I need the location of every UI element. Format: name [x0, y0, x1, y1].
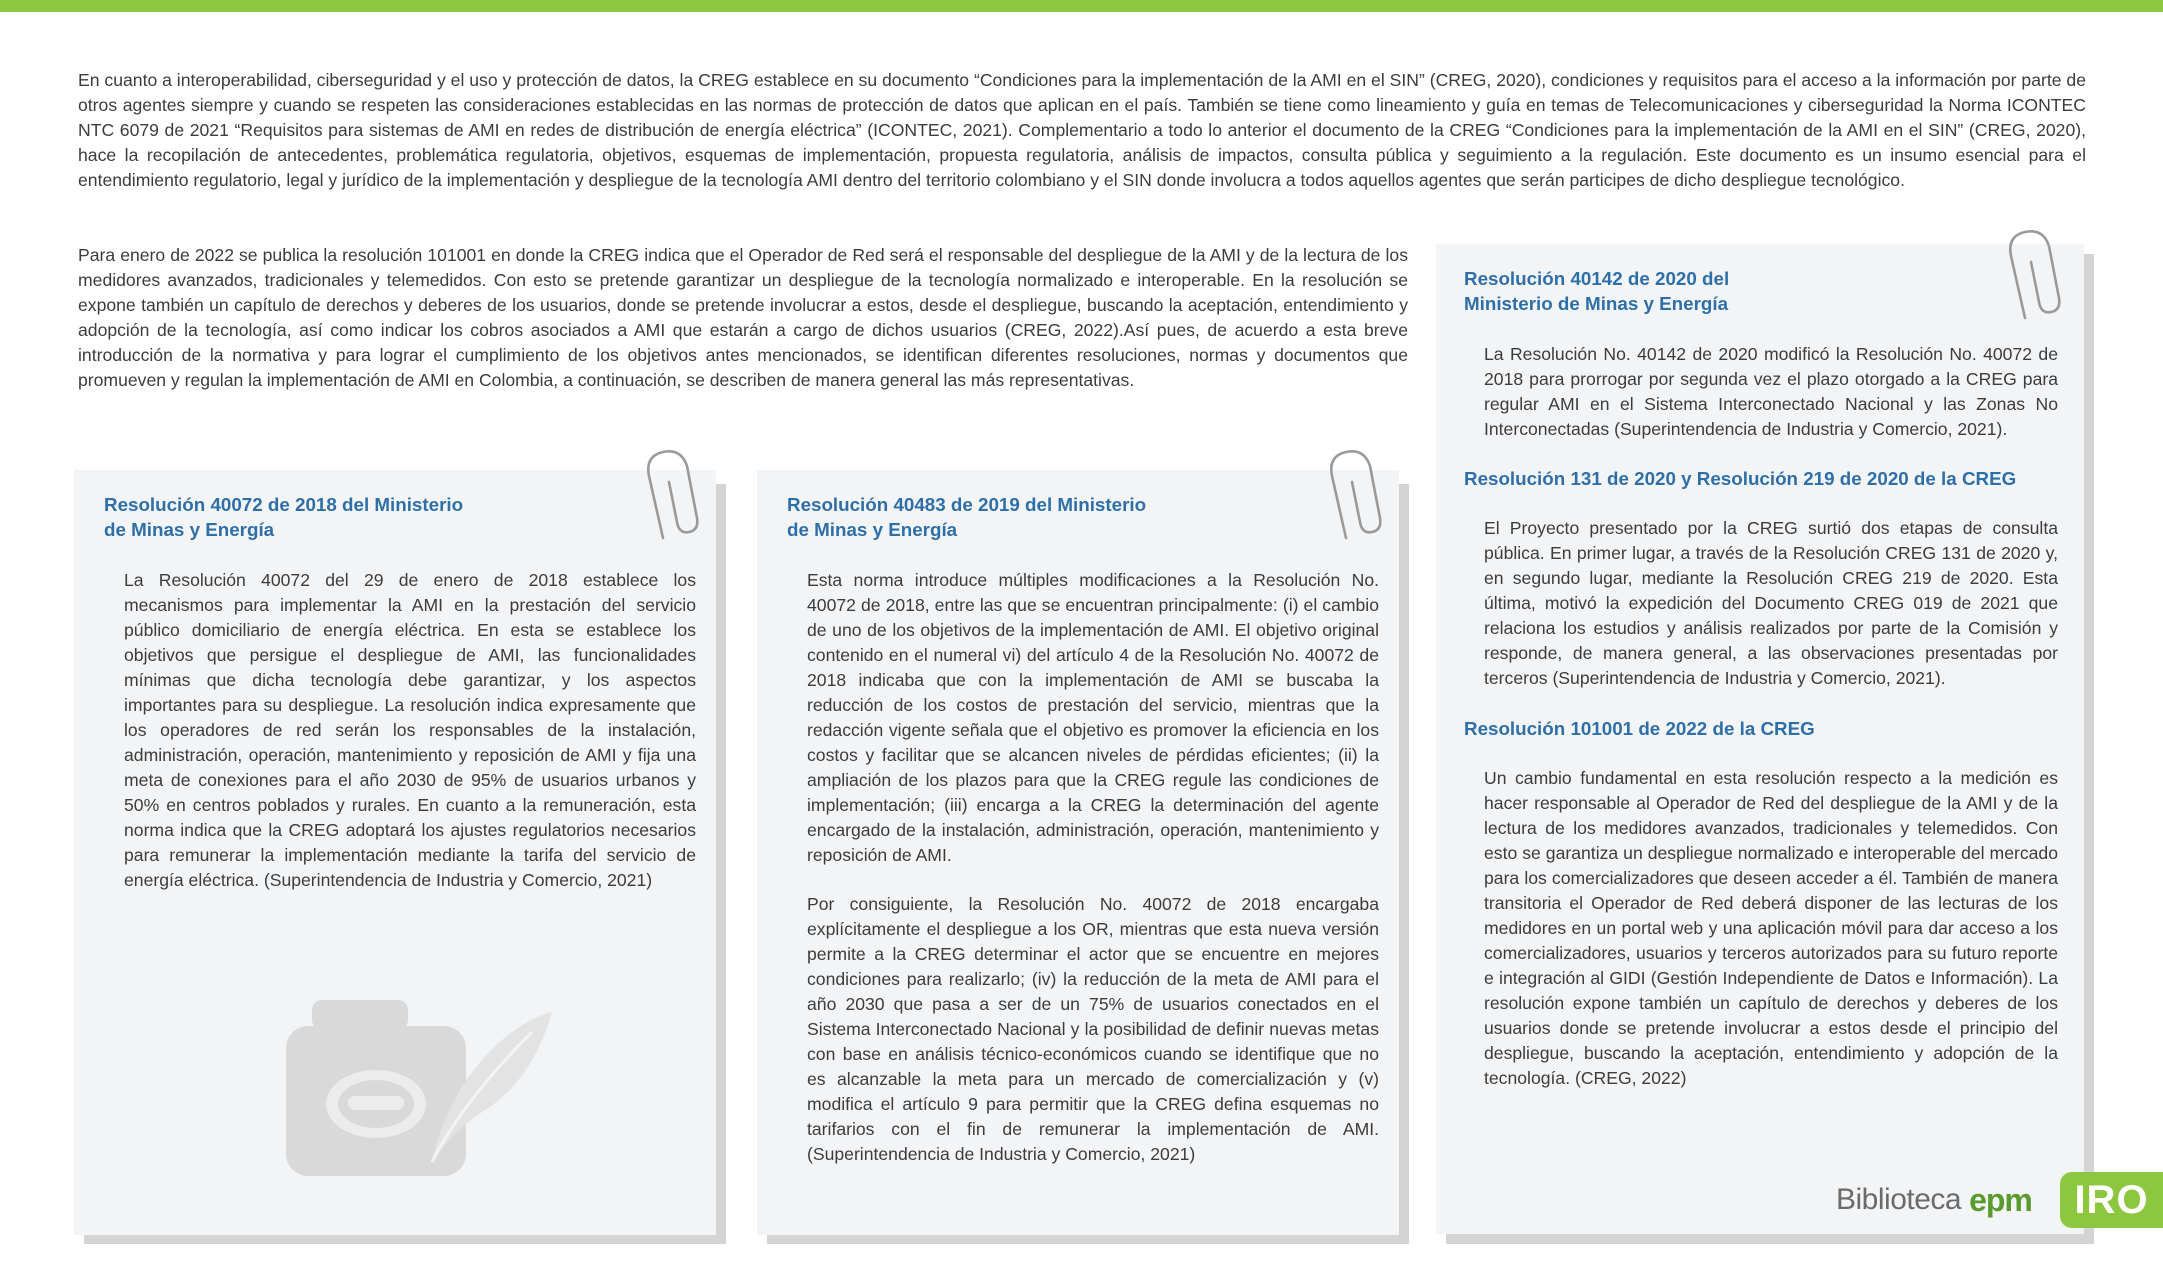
- paperclip-icon: [1326, 446, 1386, 546]
- card-title-line: Resolución 40142 de 2020 del: [1464, 268, 1730, 289]
- card-body: Un cambio fundamental en esta resolución respecto a la medición es hacer responsable al Operador de Red del despliegue de la AMI y de la lectura de los medidores avanzados, tradicionales y telemedidos. Con esto se garantiza un despliegue normalizado e interoperable del mercado para los comercializadores que deseen acceder a él. También de manera transitoria el Operador de Red deberá disponer de las lecturas de los medidores en un portal web y una aplicación móvil para dar acceso a los comercializadores, usuarios y terceros autorizados para su futuro reporte e integración al GIDI (Gestión Independiente de Datos e Información). La resolución expone también un capítulo de derechos y deberes de los usuarios donde se pretende involucrar a estos desde el principio del despliegue, buscando la aceptación, entendimiento y adopción de la tecnología. (CREG, 2022): [1484, 768, 2058, 1088]
- paperclip-icon: [643, 446, 703, 546]
- biblioteca-epm-logo: [1836, 1170, 2032, 1230]
- inkwell-quill-icon: [282, 992, 562, 1182]
- card-title: Resolución 101001 de 2022 de la CREG: [1464, 718, 1815, 739]
- card-title: [787, 492, 1207, 542]
- card-title: [1464, 266, 1884, 316]
- iro-badge: [2060, 1172, 2163, 1228]
- intro-paragraph-2: Para enero de 2022 se publica la resolución 101001 en donde la CREG indica que el Operador de Red será el responsable del despliegue de la AMI y de la lectura de los medidores avanzados, tradicionales y telemedidos. Con esto se pretende garantizar un despliegue de la tecnología normalizado e interoperable. En la resolución se expone también un capítulo de derechos y deberes de los usuarios, donde se pretende involucrar a estos, desde el despliegue, buscando la aceptación, entendimiento y adopción de la tecnología, así como indicar los cobros asociados a AMI que estarán a cargo de dichos usuarios (CREG, 2022).Así pues, de acuerdo a esta breve introducción de la normativa y para lograr el cumplimiento de los objetivos antes mencionados, se identifican diferentes resoluciones, normas y documentos que promueven y regulan la implementación de AMI en Colombia, a continuación, se describen de manera general las más representativas.: [78, 245, 1408, 390]
- logo-library-text: Biblioteca: [1836, 1183, 1962, 1216]
- logo-epm-text: epm: [1969, 1181, 2032, 1218]
- card-title-line: Ministerio de Minas y Energía: [1464, 293, 1729, 314]
- iro-badge-text: IRO: [2074, 1177, 2149, 1222]
- card-body: La Resolución 40072 del 29 de enero de 2018 establece los mecanismos para implementar la AMI en la prestación del servicio público domiciliario de energía eléctrica. En esta se establece los objetivos que persigue el despliegue de AMI, las funcionalidades mínimas que dicha tecnología debe garantizar, y los aspectos importantes para su despliegue. La resolución indica expresamente que los operadores de red serán los responsables de la instalación, administración, operación, mantenimiento y reposición de AMI y fija una meta de conexiones para el año 2030 de 95% de usuarios urbanos y 50% en centros poblados y rurales. En cuanto a la remuneración, esta norma indica que la CREG adoptará los ajustes regulatorios necesarios para remunerar la implementación mediante la tarifa del servicio de energía eléctrica. (Superintendencia de Industria y Comercio, 2021): [124, 570, 696, 890]
- card-title-line: de Minas y Energía: [787, 519, 958, 540]
- card-title-line: Resolución 40483 de 2019 del Ministerio: [787, 494, 1147, 515]
- top-accent-bar: [0, 0, 2163, 12]
- card-body: El Proyecto presentado por la CREG surtió dos etapas de consulta pública. En primer lugar, a través de la Resolución CREG 131 de 2020 y, en segundo lugar, mediante la Resolución CREG 219 de 2020. Esta última, motivó la expedición del Documento CREG 019 de 2021 que relaciona los estudios y análisis realizados por parte de la Comisión y responde, de manera general, a las observaciones presentadas por terceros (Superintendencia de Industria y Comercio, 2021).: [1484, 518, 2058, 688]
- card-body: Esta norma introduce múltiples modificaciones a la Resolución No. 40072 de 2018, entre las que se encuentran principalmente: (i) el cambio de uno de los objetivos de la implementación de AMI. El objetivo original contenido en el numeral vi) del artículo 4 de la Resolución No. 40072 de 2018 indicaba que con la implementación de AMI se buscaba la reducción de los costos de prestación del servicio, mientras que la redacción vigente señala que el objetivo es promover la eficiencia en los costos y facilitar que se alcancen niveles de pérdidas eficientes; (ii) la ampliación de los plazos para que la CREG regule las condiciones de implementación; (iii) encarga a la CREG la determinación del agente encargado de la instalación, administración, operación, mantenimiento y reposición de AMI.: [807, 570, 1379, 865]
- paperclip-icon: [2005, 226, 2065, 326]
- card-title: [104, 492, 524, 542]
- card-resolucion-40483: [757, 470, 1399, 1235]
- card-title-line: Resolución 40072 de 2018 del Ministerio: [104, 494, 464, 515]
- card-resoluciones-recientes: [1436, 244, 2084, 1234]
- card-body: Por consiguiente, la Resolución No. 40072 de 2018 encargaba explícitamente el despliegue a los OR, mientras que esta nueva versión permite a la CREG determinar el actor que se encuentre en mejores condiciones para realizarlo; (iv) la reducción de la meta de AMI para el año 2030 que pasa a ser de un 75% de usuarios conectados en el Sistema Interconectado Nacional y la posibilidad de definir nuevas metas con base en análisis técnico-económicos cuando se identifique que no es alcanzable la meta para un mercado de comercialización y (v) modifica el artículo 9 para permitir que la CREG defina esquemas no tarifarios con el fin de remunerar la implementación de AMI. (Superintendencia de Industria y Comercio, 2021): [807, 894, 1379, 1164]
- card-title: Resolución 131 de 2020 y Resolución 219 de 2020 de la CREG: [1464, 468, 2017, 489]
- card-body: La Resolución No. 40142 de 2020 modificó la Resolución No. 40072 de 2018 para prorrogar por segunda vez el plazo otorgado a la CREG para regular AMI en el Sistema Interconectado Nacional y las Zonas No Interconectadas (Superintendencia de Industria y Comercio, 2021).: [1484, 344, 2058, 439]
- card-title-line: de Minas y Energía: [104, 519, 275, 540]
- intro-paragraph-1: En cuanto a interoperabilidad, ciberseguridad y el uso y protección de datos, la CREG establece en su documento “Condiciones para la implementación de la AMI en el SIN” (CREG, 2020), condiciones y requisitos para el acceso a la información por parte de otros agentes siempre y cuando se respeten las consideraciones establecidas en las normas de protección de datos que aplican en el país. También se tiene como lineamiento y guía en temas de Telecomunicaciones y ciberseguridad la Norma ICONTEC NTC 6079 de 2021 “Requisitos para sistemas de AMI en redes de distribución de energía eléctrica” (ICONTEC, 2021). Complementario a todo lo anterior el documento de la CREG “Condiciones para la implementación de la AMI en el SIN” (CREG, 2020), hace la recopilación de antecedentes, problemática regulatoria, objetivos, esquemas de implementación, propuesta regulatoria, análisis de impactos, consulta pública y seguimiento a la regulación. Este documento es un insumo esencial para el entendimiento regulatorio, legal y jurídico de la implementación y despliegue de la tecnología AMI dentro del territorio colombiano y el SIN donde involucra a todos aquellos agentes que serán participes de dicho despliegue tecnológico.: [78, 70, 2086, 190]
